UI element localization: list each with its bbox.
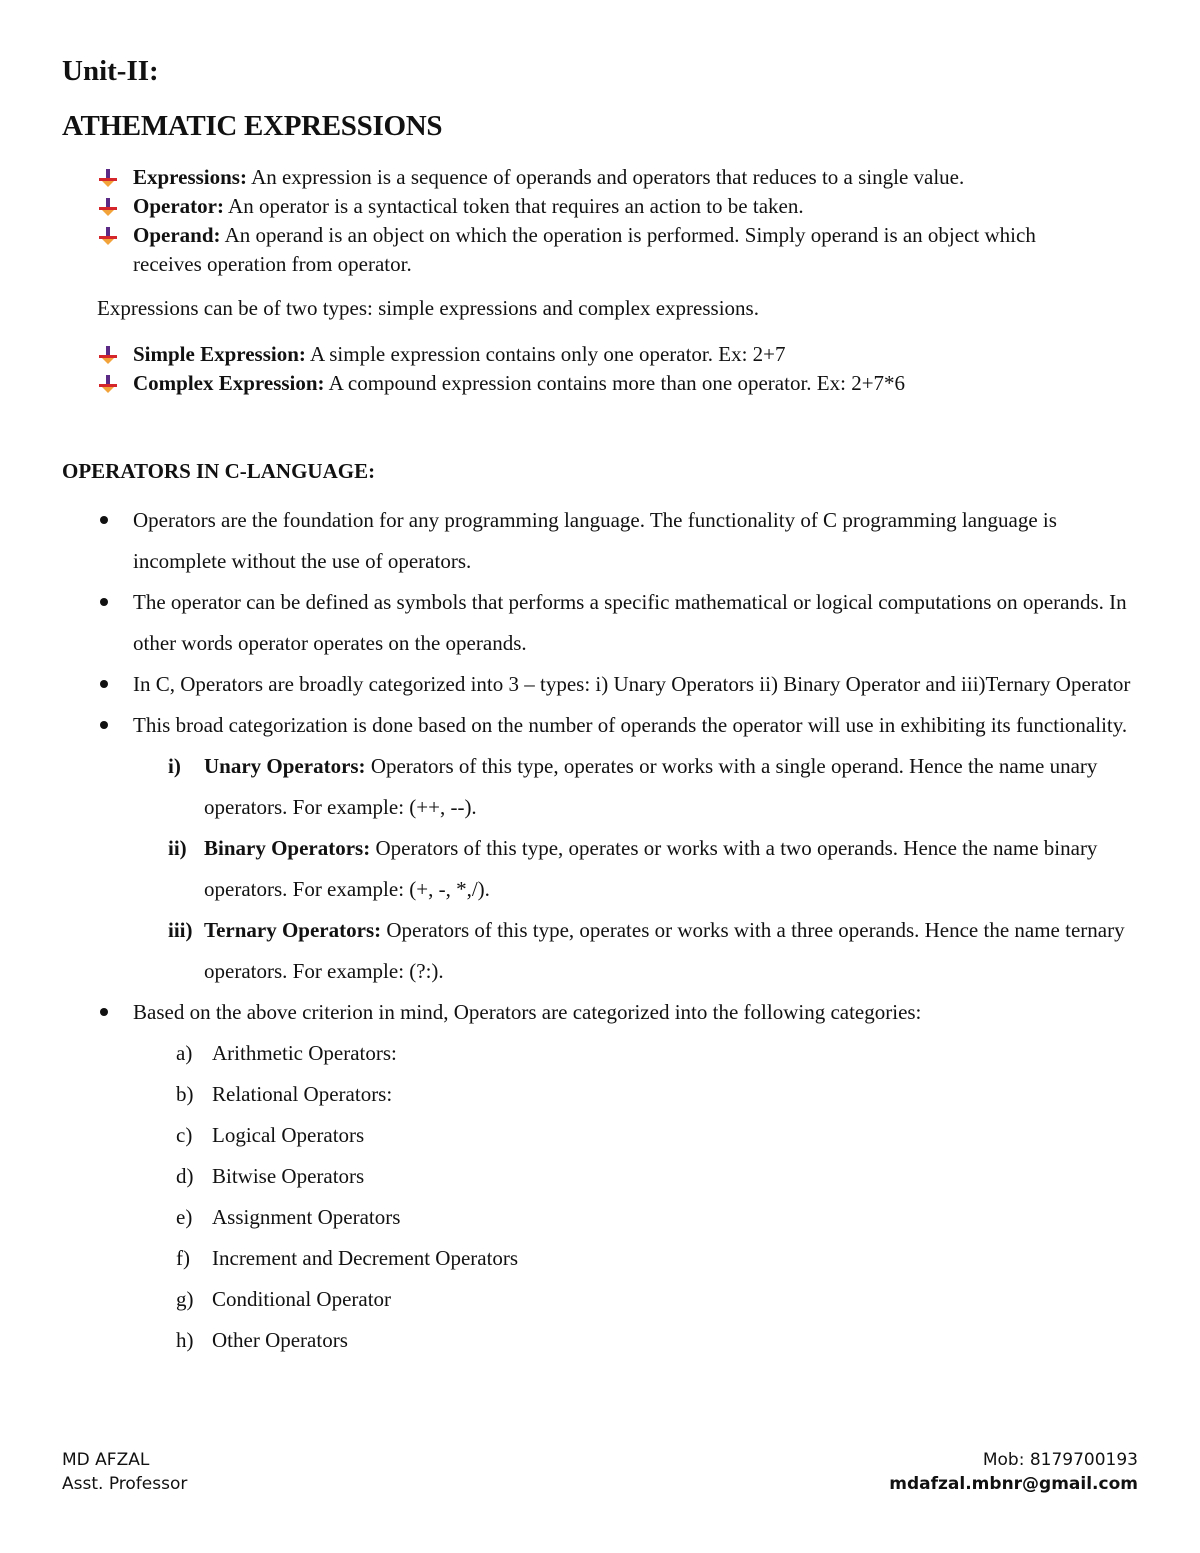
category-label: Other Operators (212, 1328, 348, 1352)
arrow-down-icon (98, 226, 118, 246)
bullet-dot-icon (100, 516, 108, 524)
operators-bullet-list (96, 500, 1146, 1361)
definition-term: Operand: (133, 223, 221, 247)
expression-type-item (96, 369, 1096, 398)
list-letter: d) (176, 1164, 194, 1188)
operator-kinds-list (133, 746, 1146, 992)
arrow-down-icon (98, 168, 118, 188)
phone-number: Mob: 8179700193 (982, 1450, 1138, 1470)
category-item (133, 1197, 1146, 1238)
definitions-list (96, 163, 1096, 279)
bullet-text: This broad categorization is done based on the number of operands the operator will use in exhibiting its functionality. (133, 713, 1128, 737)
list-letter: g) (176, 1287, 194, 1311)
operator-kind-term: Ternary Operators: (204, 918, 382, 942)
definition-item (96, 221, 1096, 279)
definition-item (96, 192, 1096, 221)
bullet-dot-icon (100, 721, 108, 729)
expression-type-text: A simple expression contains only one operator. Ex: 2+7 (305, 342, 786, 366)
operator-kind-text: Operators of this type, operates or works with a single operand. Hence the name unary operators. For example: (++, --). (204, 754, 1098, 819)
expression-type-text: A compound expression contains more than one operator. Ex: 2+7*6 (324, 371, 906, 395)
category-label: Logical Operators (212, 1123, 365, 1147)
operator-kind-item (133, 828, 1146, 910)
bullet-item (96, 664, 1146, 705)
list-letter: b) (176, 1082, 194, 1106)
expression-types-intro: Expressions can be of two types: simple expressions and complex expressions. (97, 296, 759, 320)
category-label: Assignment Operators (212, 1205, 401, 1229)
bullet-text: Based on the above criterion in mind, Operators are categorized into the following categories: (133, 1000, 922, 1024)
operator-kind-item (133, 910, 1146, 992)
list-number: i) (168, 754, 181, 778)
category-label: Arithmetic Operators: (212, 1041, 397, 1065)
operator-kind-text: Operators of this type, operates or works with a three operands. Hence the name ternary operators. For example: (?:). (204, 918, 1125, 983)
category-label: Increment and Decrement Operators (212, 1246, 519, 1270)
arrow-down-icon (98, 374, 118, 394)
category-item (133, 1074, 1146, 1115)
list-number: ii) (168, 836, 187, 860)
email-address: mdafzal.mbnr@gmail.com (889, 1474, 1138, 1494)
list-letter: e) (176, 1205, 193, 1229)
arrow-down-icon (98, 197, 118, 217)
bullet-item (96, 992, 1146, 1361)
footer-contact (889, 1448, 1138, 1496)
author-name: MD AFZAL (62, 1450, 150, 1470)
category-label: Relational Operators: (212, 1082, 393, 1106)
operator-kind-term: Binary Operators: (204, 836, 371, 860)
operator-kind-item (133, 746, 1146, 828)
category-item (133, 1279, 1146, 1320)
definition-term: Expressions: (133, 165, 247, 189)
list-letter: f) (176, 1246, 190, 1270)
operators-heading: OPERATORS IN C-LANGUAGE: (62, 459, 376, 483)
definition-text: An operand is an object on which the operation is performed. Simply operand is an object which receives operation from operator. (133, 223, 1036, 276)
footer-author (62, 1448, 187, 1496)
bullet-text: The operator can be defined as symbols that performs a specific mathematical or logical computations on operands. In other words operator operates on the operands. (133, 590, 1127, 655)
bullet-dot-icon (100, 1008, 108, 1016)
category-item (133, 1320, 1146, 1361)
definition-text: An expression is a sequence of operands and operators that reduces to a single value. (246, 165, 965, 189)
expression-type-term: Complex Expression: (133, 371, 325, 395)
operator-kind-term: Unary Operators: (204, 754, 366, 778)
category-item (133, 1156, 1146, 1197)
list-letter: c) (176, 1123, 193, 1147)
category-label: Conditional Operator (212, 1287, 392, 1311)
bullet-text: Operators are the foundation for any programming language. The functionality of C programming language is incomplete without the use of operators. (133, 508, 1057, 573)
bullet-dot-icon (100, 598, 108, 606)
definition-text: An operator is a syntactical token that requires an action to be taken. (223, 194, 804, 218)
bullet-text: In C, Operators are broadly categorized into 3 – types: i) Unary Operators ii) Binary Operator and iii)Ternary Operator (133, 672, 1131, 696)
bullet-item (96, 705, 1146, 992)
list-letter: a) (176, 1041, 193, 1065)
definition-item (96, 163, 1096, 192)
category-item (133, 1238, 1146, 1279)
bullet-item (96, 582, 1146, 664)
category-item (133, 1115, 1146, 1156)
unit-title: Unit-II: (62, 55, 159, 87)
list-letter: h) (176, 1328, 194, 1352)
expression-type-term: Simple Expression: (133, 342, 306, 366)
list-number: iii) (168, 918, 193, 942)
expression-types-list (96, 340, 1096, 398)
bullet-dot-icon (100, 680, 108, 688)
definition-term: Operator: (133, 194, 224, 218)
operator-kind-text: Operators of this type, operates or works with a two operands. Hence the name binary operators. For example: (+, -, *,/). (204, 836, 1098, 901)
category-label: Bitwise Operators (212, 1164, 365, 1188)
operator-categories-list (133, 1033, 1146, 1361)
arrow-down-icon (98, 345, 118, 365)
author-role: Asst. Professor (62, 1474, 188, 1494)
bullet-item (96, 500, 1146, 582)
expression-type-item (96, 340, 1096, 369)
section-title: ATHEMATIC EXPRESSIONS (62, 110, 443, 142)
category-item (133, 1033, 1146, 1074)
